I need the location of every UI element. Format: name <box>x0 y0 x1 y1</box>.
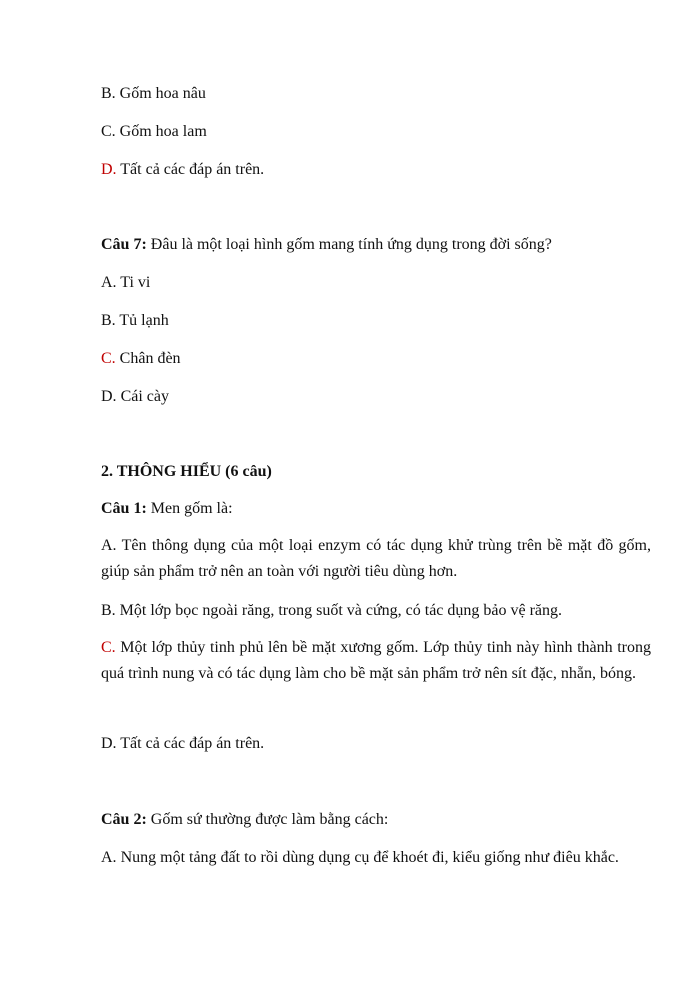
question-text: Gốm sứ thường được làm bằng cách: <box>146 811 389 828</box>
option-letter: B. <box>101 602 116 619</box>
option-letter: A. <box>101 849 117 866</box>
option-text: Ti vi <box>116 274 151 291</box>
option-letter: B. <box>101 312 116 329</box>
question-2 <box>101 810 651 830</box>
option-text: Một lớp bọc ngoài răng, trong suốt và cứng, có tác dụng bảo vệ răng. <box>115 602 563 619</box>
question-label: Câu 7: <box>101 236 147 253</box>
option-b <box>101 84 651 104</box>
option-letter-correct: D. <box>101 161 117 178</box>
option-text: Tất cả các đáp án trên. <box>116 735 265 752</box>
option-letter: D. <box>101 388 117 405</box>
question-1 <box>101 499 651 519</box>
option-text: Tủ lạnh <box>115 312 169 329</box>
question-label: Câu 1: <box>101 500 147 517</box>
option-c-correct <box>101 635 651 687</box>
option-b <box>101 601 651 621</box>
option-letter: A. <box>101 537 117 554</box>
option-text: Gốm hoa lam <box>115 123 207 140</box>
question-7 <box>101 235 651 255</box>
option-letter: C. <box>101 123 116 140</box>
option-b <box>101 311 651 331</box>
option-text: Gốm hoa nâu <box>115 85 206 102</box>
option-d-correct <box>101 160 651 180</box>
option-text: Tất cả các đáp án trên. <box>116 161 265 178</box>
option-d <box>101 387 651 407</box>
option-c-correct <box>101 349 651 369</box>
question-text: Men gốm là: <box>146 500 233 517</box>
option-text: Tên thông dụng của một loại enzym có tác dụng khử trùng trên bề mặt đồ gốm, giúp sản phẩm trở nên an toàn với người tiêu dùng hơn. <box>101 537 651 580</box>
option-a <box>101 273 651 293</box>
option-letter: B. <box>101 85 116 102</box>
option-text: Cái cày <box>116 388 169 405</box>
question-label: Câu 2: <box>101 811 147 828</box>
section-heading: 2. THÔNG HIỂU (6 câu) <box>101 463 272 480</box>
option-a <box>101 848 651 868</box>
option-letter: D. <box>101 735 117 752</box>
question-text: Đâu là một loại hình gốm mang tính ứng dụng trong đời sống? <box>146 236 552 253</box>
option-letter: A. <box>101 274 117 291</box>
option-text: Chân đèn <box>115 350 181 367</box>
option-text: Một lớp thủy tinh phủ lên bề mặt xương gốm. Lớp thủy tinh này hình thành trong quá trình nung và có tác dụng làm cho bề mặt sản phẩm trở nên sít đặc, nhẵn, bóng. <box>101 639 651 682</box>
option-a <box>101 533 651 585</box>
option-d <box>101 734 651 754</box>
option-c <box>101 122 651 142</box>
option-letter-correct: C. <box>101 639 116 656</box>
option-text: Nung một tảng đất to rồi dùng dụng cụ để khoét đi, kiểu giống như điêu khắc. <box>116 849 619 866</box>
option-letter-correct: C. <box>101 350 116 367</box>
